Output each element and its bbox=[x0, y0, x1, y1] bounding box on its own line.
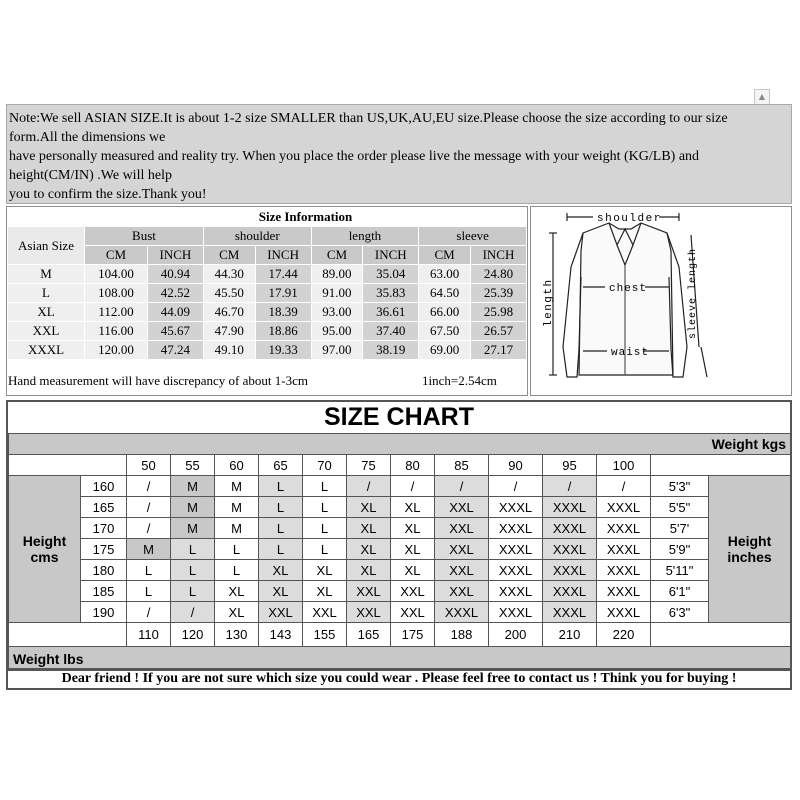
weight-kg-value: 50 bbox=[126, 454, 171, 476]
height-cm-value: 160 bbox=[80, 475, 127, 497]
size-cell: XXL bbox=[390, 601, 435, 623]
measurement-value: 116.00 bbox=[85, 322, 147, 340]
asian-size-header: Asian Size bbox=[8, 227, 84, 264]
size-cell: XXXL bbox=[434, 601, 489, 623]
weight-lb-value: 165 bbox=[346, 622, 391, 647]
size-label: XL bbox=[8, 303, 84, 321]
size-cell: L bbox=[258, 496, 303, 518]
size-cell: / bbox=[596, 475, 651, 497]
measurement-value: 63.00 bbox=[419, 265, 470, 283]
size-cell: / bbox=[126, 601, 171, 623]
weight-kg-value: 65 bbox=[258, 454, 303, 476]
waist-label: waist bbox=[611, 347, 650, 359]
unit-header: CM bbox=[419, 246, 470, 264]
size-info-grid bbox=[7, 207, 527, 360]
size-cell: L bbox=[170, 580, 215, 602]
measurement-value: 89.00 bbox=[312, 265, 363, 283]
measurement-value: 36.61 bbox=[363, 303, 418, 321]
size-cell: / bbox=[346, 475, 391, 497]
scroll-up-arrow-icon[interactable]: ▲ bbox=[754, 89, 770, 105]
sleeve-length-label: sleeve length bbox=[688, 247, 699, 339]
measurement-value: 112.00 bbox=[85, 303, 147, 321]
size-label: M bbox=[8, 265, 84, 283]
height-inch-value: 5'9" bbox=[650, 538, 709, 560]
height-inches-text: Height bbox=[727, 533, 772, 549]
size-cell: XXXL bbox=[542, 538, 597, 560]
size-cell: L bbox=[126, 559, 171, 581]
sleeve-header: sleeve bbox=[419, 227, 526, 245]
weight-kg-value: 80 bbox=[390, 454, 435, 476]
shoulder-header: shoulder bbox=[204, 227, 311, 245]
weight-lb-value: 220 bbox=[596, 622, 651, 647]
measurement-value: 120.00 bbox=[85, 341, 147, 359]
size-info-title: Size Information bbox=[85, 208, 526, 226]
size-cell: XXL bbox=[258, 601, 303, 623]
chest-label: chest bbox=[609, 283, 648, 295]
height-cms-text: cms bbox=[30, 549, 59, 565]
size-cell: XXXL bbox=[488, 559, 543, 581]
unit-header: CM bbox=[85, 246, 147, 264]
size-cell: XXXL bbox=[542, 559, 597, 581]
weight-lb-value: 143 bbox=[258, 622, 303, 647]
measurement-value: 66.00 bbox=[419, 303, 470, 321]
size-cell: L bbox=[302, 496, 347, 518]
size-cell: XXL bbox=[434, 580, 489, 602]
size-cell: M bbox=[170, 517, 215, 539]
size-cell: L bbox=[302, 475, 347, 497]
unit-header: INCH bbox=[471, 246, 526, 264]
note-line: form.All the dimensions we bbox=[9, 130, 166, 145]
size-cell: XL bbox=[390, 496, 435, 518]
empty-cell bbox=[650, 622, 791, 647]
shoulder-label: shoulder bbox=[597, 213, 662, 225]
length-header: length bbox=[312, 227, 419, 245]
shirt-illustration bbox=[531, 207, 791, 395]
size-cell: XXXL bbox=[542, 580, 597, 602]
measurement-value: 25.98 bbox=[471, 303, 526, 321]
measurement-value: 17.44 bbox=[256, 265, 311, 283]
size-cell: / bbox=[126, 475, 171, 497]
size-cell: M bbox=[214, 475, 259, 497]
size-cell: XXXL bbox=[542, 601, 597, 623]
size-cell: XXL bbox=[302, 601, 347, 623]
measurement-value: 45.67 bbox=[148, 322, 203, 340]
size-cell: XXXL bbox=[488, 580, 543, 602]
size-cell: XXL bbox=[346, 580, 391, 602]
size-cell: L bbox=[170, 559, 215, 581]
measurement-value: 64.50 bbox=[419, 284, 470, 302]
size-cell: XXXL bbox=[596, 601, 651, 623]
weight-lb-value: 175 bbox=[390, 622, 435, 647]
size-cell: M bbox=[170, 496, 215, 518]
size-cell: XL bbox=[302, 580, 347, 602]
size-cell: L bbox=[170, 538, 215, 560]
weight-kg-value: 60 bbox=[214, 454, 259, 476]
height-cm-value: 185 bbox=[80, 580, 127, 602]
size-cell: XL bbox=[258, 580, 303, 602]
unit-header: INCH bbox=[256, 246, 311, 264]
size-cell: / bbox=[488, 475, 543, 497]
size-cell: M bbox=[126, 538, 171, 560]
size-cell: XXXL bbox=[596, 559, 651, 581]
size-cell: XXXL bbox=[488, 517, 543, 539]
height-inches-label bbox=[708, 475, 791, 623]
weight-kg-value: 55 bbox=[170, 454, 215, 476]
unit-header: CM bbox=[312, 246, 363, 264]
height-inch-value: 5'7' bbox=[650, 517, 709, 539]
empty-cell bbox=[650, 454, 791, 476]
size-chart bbox=[6, 400, 792, 690]
measurement-value: 17.91 bbox=[256, 284, 311, 302]
weight-lb-value: 110 bbox=[126, 622, 171, 647]
size-chart-title: SIZE CHART bbox=[324, 403, 474, 431]
size-cell: XL bbox=[390, 517, 435, 539]
size-cell: L bbox=[302, 517, 347, 539]
size-cell: / bbox=[434, 475, 489, 497]
measurement-value: 97.00 bbox=[312, 341, 363, 359]
size-cell: XXXL bbox=[488, 496, 543, 518]
size-cell: XXXL bbox=[596, 538, 651, 560]
measurement-value: 42.52 bbox=[148, 284, 203, 302]
size-cell: / bbox=[390, 475, 435, 497]
size-cell: XL bbox=[390, 559, 435, 581]
size-cell: L bbox=[126, 580, 171, 602]
size-cell: L bbox=[258, 538, 303, 560]
size-cell: XL bbox=[346, 496, 391, 518]
size-cell: / bbox=[542, 475, 597, 497]
measurement-value: 44.30 bbox=[204, 265, 255, 283]
size-label: XXXL bbox=[8, 341, 84, 359]
size-cell: XL bbox=[302, 559, 347, 581]
weight-lb-value: 200 bbox=[488, 622, 543, 647]
measurement-value: 49.10 bbox=[204, 341, 255, 359]
measurement-value: 108.00 bbox=[85, 284, 147, 302]
unit-header: INCH bbox=[363, 246, 418, 264]
size-cell: XL bbox=[258, 559, 303, 581]
size-chart-grid bbox=[8, 433, 790, 688]
weight-lbs-label: Weight lbs bbox=[8, 646, 791, 671]
size-information-table bbox=[6, 206, 528, 396]
height-inch-value: 5'11" bbox=[650, 559, 709, 581]
size-label: XXL bbox=[8, 322, 84, 340]
measurement-value: 38.19 bbox=[363, 341, 418, 359]
measurement-value: 18.39 bbox=[256, 303, 311, 321]
measurement-value: 37.40 bbox=[363, 322, 418, 340]
size-cell: XXL bbox=[434, 496, 489, 518]
size-cell: L bbox=[258, 517, 303, 539]
measurement-value: 93.00 bbox=[312, 303, 363, 321]
weight-kg-value: 85 bbox=[434, 454, 489, 476]
weight-kgs-label: Weight kgs bbox=[8, 433, 791, 455]
height-inch-value: 6'3" bbox=[650, 601, 709, 623]
weight-kg-value: 100 bbox=[596, 454, 651, 476]
note-line: you to confirm the size.Thank you! bbox=[9, 187, 207, 202]
size-cell: XXL bbox=[434, 517, 489, 539]
height-cm-value: 175 bbox=[80, 538, 127, 560]
size-cell: XXXL bbox=[542, 496, 597, 518]
measurement-value: 27.17 bbox=[471, 341, 526, 359]
size-cell: XXXL bbox=[488, 601, 543, 623]
note-line: Note:We sell ASIAN SIZE.It is about 1-2 size SMALLER than US,UK,AU,EU size.Please choose the size according to our size bbox=[9, 111, 728, 126]
size-cell: XL bbox=[346, 559, 391, 581]
size-cell: M bbox=[214, 496, 259, 518]
size-cell: XXXL bbox=[596, 517, 651, 539]
shirt-measurement-diagram bbox=[530, 206, 792, 396]
inch-conversion: 1inch=2.54cm bbox=[422, 373, 497, 388]
height-cm-value: 170 bbox=[80, 517, 127, 539]
measurement-value: 95.00 bbox=[312, 322, 363, 340]
measurement-value: 25.39 bbox=[471, 284, 526, 302]
height-cm-value: 180 bbox=[80, 559, 127, 581]
size-note bbox=[6, 104, 792, 204]
weight-lb-value: 188 bbox=[434, 622, 489, 647]
size-cell: L bbox=[302, 538, 347, 560]
size-cell: XXL bbox=[390, 580, 435, 602]
height-inch-value: 6'1" bbox=[650, 580, 709, 602]
weight-lb-value: 210 bbox=[542, 622, 597, 647]
measurement-value: 67.50 bbox=[419, 322, 470, 340]
weight-kg-value: 70 bbox=[302, 454, 347, 476]
size-cell: XL bbox=[346, 517, 391, 539]
size-cell: M bbox=[214, 517, 259, 539]
weight-kg-value: 75 bbox=[346, 454, 391, 476]
size-cell: L bbox=[214, 559, 259, 581]
size-cell: XXXL bbox=[596, 580, 651, 602]
measurement-value: 35.83 bbox=[363, 284, 418, 302]
measurement-value: 26.57 bbox=[471, 322, 526, 340]
weight-lb-value: 155 bbox=[302, 622, 347, 647]
measurement-value: 19.33 bbox=[256, 341, 311, 359]
measurement-value: 35.04 bbox=[363, 265, 418, 283]
measurement-disclaimer: Hand measurement will have discrepancy of about 1-3cm bbox=[8, 373, 308, 388]
height-inches-text: inches bbox=[727, 549, 772, 565]
height-inch-value: 5'5" bbox=[650, 496, 709, 518]
empty-cell bbox=[8, 622, 127, 647]
size-cell: L bbox=[214, 538, 259, 560]
measurement-value: 18.86 bbox=[256, 322, 311, 340]
height-cms-text: Height bbox=[22, 533, 67, 549]
size-cell: XL bbox=[214, 601, 259, 623]
weight-kg-value: 95 bbox=[542, 454, 597, 476]
length-label: length bbox=[543, 278, 555, 327]
measurement-value: 40.94 bbox=[148, 265, 203, 283]
size-cell: XL bbox=[346, 538, 391, 560]
bust-header: Bust bbox=[85, 227, 203, 245]
measurement-value: 47.24 bbox=[148, 341, 203, 359]
measurement-value: 46.70 bbox=[204, 303, 255, 321]
measurement-value: 24.80 bbox=[471, 265, 526, 283]
note-line: have personally measured and reality try. When you place the order please live the message with your weight (KG/LB) and bbox=[9, 149, 700, 164]
size-info-footer bbox=[8, 373, 526, 389]
size-cell: XXL bbox=[434, 538, 489, 560]
contact-footer: Dear friend ! If you are not sure which size you could wear . Please feel free to contact us ! Think you for buying ! bbox=[6, 668, 792, 690]
height-inch-value: 5'3" bbox=[650, 475, 709, 497]
size-label: L bbox=[8, 284, 84, 302]
weight-kg-value: 90 bbox=[488, 454, 543, 476]
size-cell: / bbox=[126, 496, 171, 518]
measurement-value: 45.50 bbox=[204, 284, 255, 302]
measurement-value: 104.00 bbox=[85, 265, 147, 283]
measurement-value: 47.90 bbox=[204, 322, 255, 340]
height-cm-value: 165 bbox=[80, 496, 127, 518]
height-cm-value: 190 bbox=[80, 601, 127, 623]
note-line: height(CM/IN) .We will help bbox=[9, 168, 172, 183]
size-cell: / bbox=[126, 517, 171, 539]
unit-header: INCH bbox=[148, 246, 203, 264]
size-cell: XXXL bbox=[488, 538, 543, 560]
measurement-value: 44.09 bbox=[148, 303, 203, 321]
size-cell: XL bbox=[390, 538, 435, 560]
size-cell: L bbox=[258, 475, 303, 497]
unit-header: CM bbox=[204, 246, 255, 264]
weight-lb-value: 130 bbox=[214, 622, 259, 647]
size-cell: XXXL bbox=[596, 496, 651, 518]
size-cell: M bbox=[170, 475, 215, 497]
height-cms-label bbox=[8, 475, 81, 623]
measurement-value: 69.00 bbox=[419, 341, 470, 359]
size-cell: XXXL bbox=[542, 517, 597, 539]
empty-cell bbox=[8, 454, 127, 476]
size-cell: XXL bbox=[434, 559, 489, 581]
size-cell: / bbox=[170, 601, 215, 623]
weight-lb-value: 120 bbox=[170, 622, 215, 647]
size-cell: XXL bbox=[346, 601, 391, 623]
size-cell: XL bbox=[214, 580, 259, 602]
measurement-value: 91.00 bbox=[312, 284, 363, 302]
